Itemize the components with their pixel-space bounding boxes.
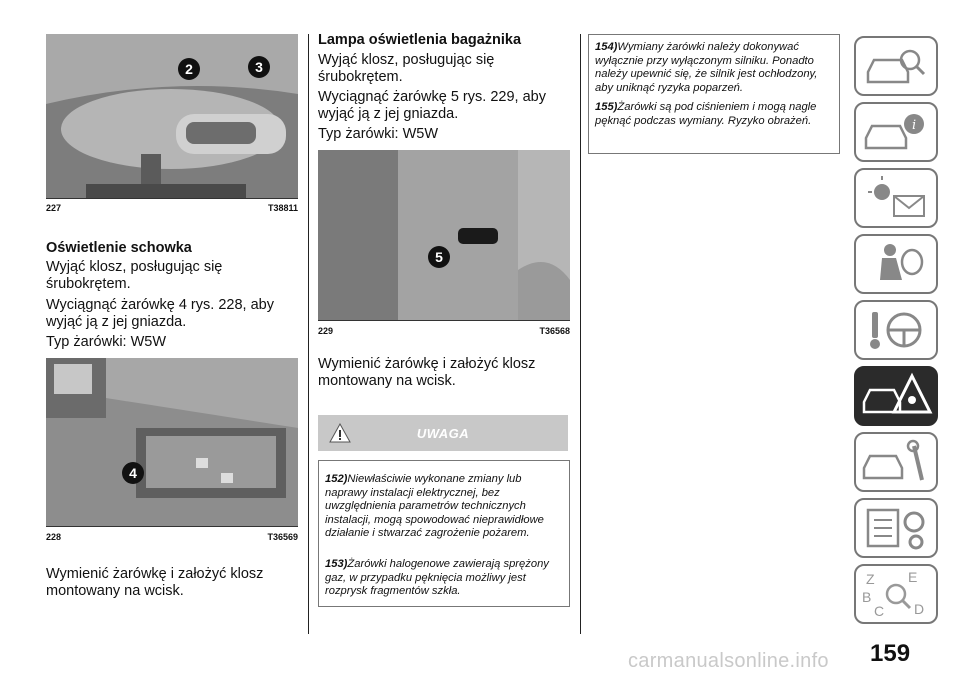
glovebox-illustration [46,358,298,526]
paragraph: Wyjąć klosz, posługując się śrubokrętem. [46,259,223,292]
note-text: Żarówki są pod ciśnieniem i mogą nagle pęknąć podczas wymiany. Ryzyko obrażeń. [595,101,817,127]
section-heading-luggage-lamp: Lampa oświetlenia bagażnika [318,32,522,48]
svg-text:B: B [862,589,872,605]
warning-note-153 [325,558,563,599]
tab-car-search[interactable] [854,36,938,96]
svg-text:Z: Z [866,571,875,587]
tab-safety[interactable] [854,234,938,294]
warning-title: UWAGA [416,426,470,441]
figure-227 [46,34,298,199]
specifications-gear-icon [856,500,936,556]
figure-number: 228 [46,532,62,542]
paragraph: Typ żarówki: W5W [46,334,167,350]
note-154 [595,41,833,95]
callout-3: 3 [248,56,270,78]
paragraph: Wymienić żarówkę i założyć klosz montowany na wcisk. [46,566,264,599]
note-number: 152) [325,473,348,485]
car-search-icon [856,38,936,94]
figure-229-caption [318,326,570,336]
warning-box [318,460,570,607]
alphabetical-index-icon [856,566,936,622]
car-breakdown-warning-icon [856,368,936,424]
figure-227-caption [46,203,298,213]
tab-starting-driving[interactable] [854,300,938,360]
column-divider [580,34,581,634]
note-number: 154) [595,41,618,53]
figure-228 [46,358,298,527]
warning-note-152 [325,473,563,541]
tab-index[interactable] [854,564,938,624]
tab-maintenance[interactable] [854,432,938,492]
svg-text:i: i [912,118,917,133]
figure-number: 229 [318,326,334,336]
callout-4: 4 [122,462,144,484]
tab-emergency[interactable] [854,366,938,426]
car-info-icon [856,104,936,160]
paragraph: Wymienić żarówkę i założyć klosz montowany na wcisk. [318,356,536,389]
callout-5: 5 [428,246,450,268]
column-divider [308,34,309,634]
note-text: Żarówki halogenowe zawierają sprężony gaz, w przypadku pęknięcia możliwy jest rozprysk fragmentów szkła. [325,558,549,598]
figure-code: T38811 [267,203,298,213]
tab-warning-lights[interactable] [854,168,938,228]
note-155 [595,101,833,128]
watermark: carmanualsonline.info [628,650,829,672]
figure-code: T36569 [267,532,298,542]
paragraph: Wyjąć klosz, posługując się śrubokrętem. [318,52,495,85]
section-heading-glovebox: Oświetlenie schowka [46,240,192,256]
paragraph: Typ żarówki: W5W [318,126,439,142]
key-steering-wheel-icon [856,302,936,358]
car-wrench-icon [856,434,936,490]
svg-text:C: C [874,603,885,619]
note-text: Niewłaściwie wykonane zmiany lub naprawy instalacji elektrycznej, bez uwzględnienia parametrów technicznych instalacji, mogą spowodować nieprawidłowe działanie i stwarzać zagrożenie pożarem. [325,473,544,540]
tab-technical-data[interactable] [854,498,938,558]
warning-lights-message-icon [856,170,936,226]
notes-box [588,34,840,154]
paragraph: Wyciągnąć żarówkę 5 rys. 229, aby wyjąć ją z jej gniazda. [318,89,546,122]
svg-text:E: E [908,569,918,585]
figure-code: T36568 [539,326,570,336]
note-number: 155) [595,101,618,113]
figure-228-caption [46,532,298,542]
figure-229 [318,150,570,321]
note-number: 153) [325,558,348,570]
figure-number: 227 [46,203,62,213]
warning-header [318,415,568,451]
luggage-lamp-illustration [318,150,570,320]
note-text: Wymiany żarówki należy dokonywać wyłącznie przy wyłączonym silniku. Ponadto należy upewnić się, że silnik jest ochłodzony, aby uniknąć ryzyka poparzeń. [595,41,818,94]
paragraph: Wyciągnąć żarówkę 4 rys. 228, aby wyjąć ją z jej gniazda. [46,297,274,330]
tab-car-info[interactable] [854,102,938,162]
svg-text:D: D [914,601,925,617]
seat-airbag-icon [856,236,936,292]
page-number: 159 [870,640,911,667]
callout-2: 2 [178,58,200,80]
